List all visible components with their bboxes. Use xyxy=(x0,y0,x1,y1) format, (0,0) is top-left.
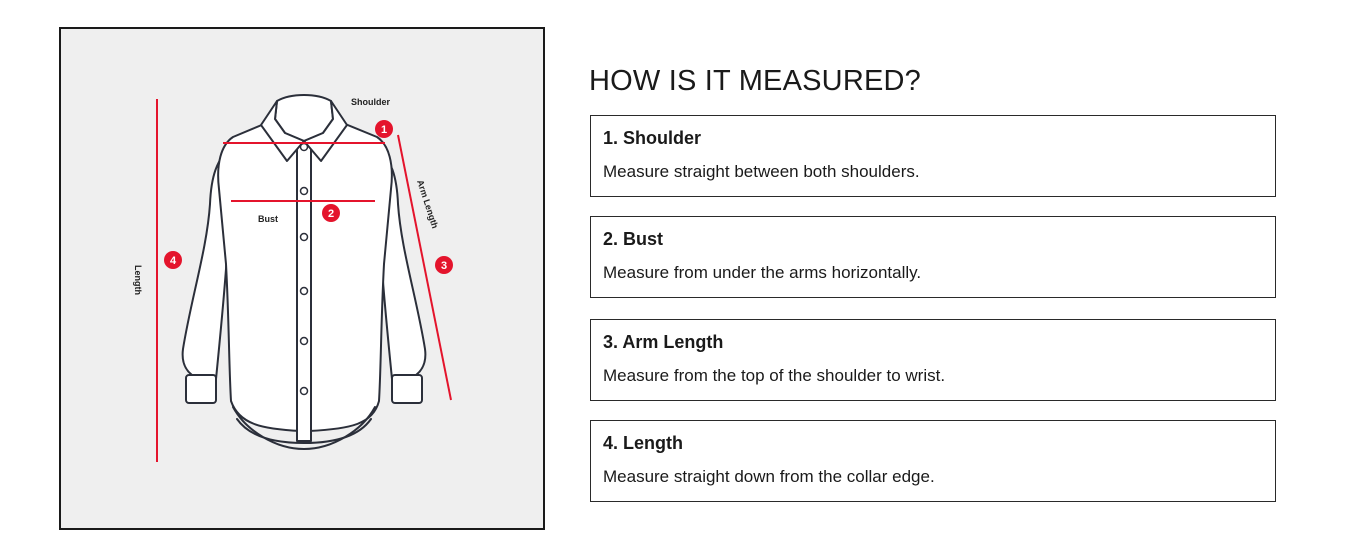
left-cuff xyxy=(186,375,216,403)
measurement-card-shoulder xyxy=(590,115,1276,197)
right-cuff xyxy=(392,375,422,403)
measurement-title: 2. Bust xyxy=(603,229,664,249)
button xyxy=(301,144,308,151)
svg-text:2: 2 xyxy=(327,208,335,220)
measurement-card-length xyxy=(590,420,1276,502)
measurement-card-arm-length xyxy=(590,319,1276,401)
svg-text:3: 3 xyxy=(440,260,448,272)
button xyxy=(301,288,308,295)
measurement-description: Measure straight between both shoulders. xyxy=(603,162,920,181)
bust-label: Bust xyxy=(258,214,278,224)
button xyxy=(301,338,308,345)
svg-text:4: 4 xyxy=(169,255,177,267)
shirt-diagram xyxy=(61,29,547,532)
shirt-diagram-panel xyxy=(59,27,545,530)
marker-2 xyxy=(322,204,340,222)
measurement-description: Measure from the top of the shoulder to wrist. xyxy=(603,366,946,385)
marker-1 xyxy=(375,120,393,138)
measurement-title: 3. Arm Length xyxy=(603,332,724,352)
shoulder-label: Shoulder xyxy=(351,97,391,107)
page-title: HOW IS IT MEASURED? xyxy=(589,65,921,97)
measurement-description: Measure straight down from the collar edge. xyxy=(603,467,935,486)
length-label: Length xyxy=(133,265,143,295)
arm-length-label: Arm Length xyxy=(415,178,441,230)
button xyxy=(301,388,308,395)
button xyxy=(301,188,308,195)
measurement-description: Measure from under the arms horizontally. xyxy=(603,263,922,282)
measurement-title: 1. Shoulder xyxy=(603,128,702,148)
measurement-card-bust xyxy=(590,216,1276,298)
measurement-title: 4. Length xyxy=(603,433,683,453)
marker-3 xyxy=(435,256,453,274)
svg-text:1: 1 xyxy=(380,124,388,136)
button xyxy=(301,234,308,241)
marker-4 xyxy=(164,251,182,269)
